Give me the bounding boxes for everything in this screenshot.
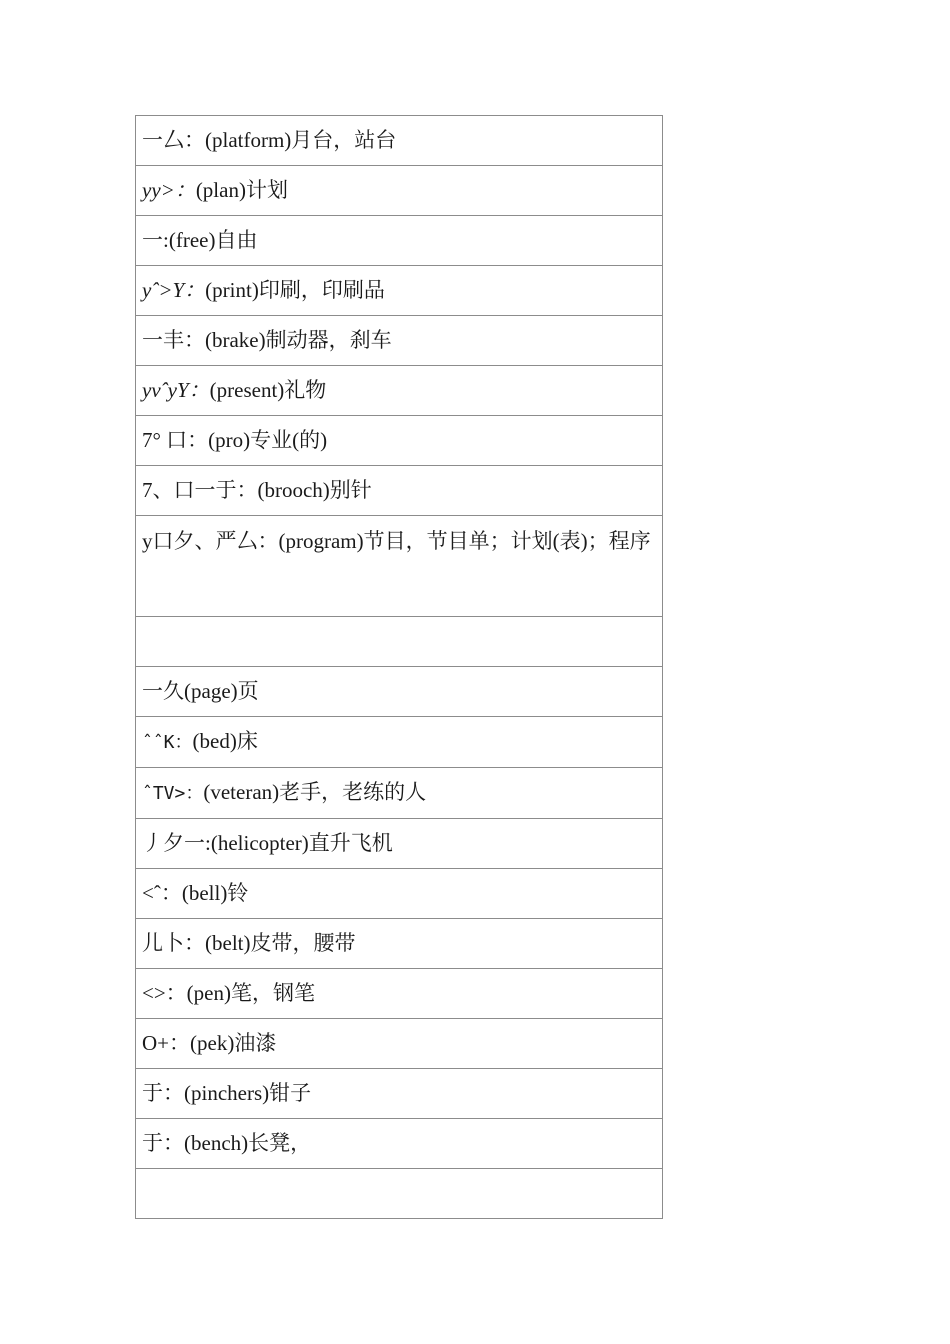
table-row: [136, 166, 663, 216]
vocab-entry: 一:(free)自由: [136, 216, 663, 266]
vocab-entry: O+：(pek)油漆: [136, 1019, 663, 1069]
entry-prefix: yˆ>Y：: [142, 278, 206, 302]
vocab-entry: yy>：(plan)计划: [136, 166, 663, 216]
table-row: [136, 266, 663, 316]
vocab-entry: 丿夕一:(helicopter)直升飞机: [136, 819, 663, 869]
vocab-entry: 于：(bench)长凳，: [136, 1119, 663, 1169]
table-row: [136, 516, 663, 617]
vocab-entry: 一丰：(brake)制动器，刹车: [136, 316, 663, 366]
table-row: [136, 466, 663, 516]
vocab-entry: 一久(page)页: [136, 667, 663, 717]
empty-cell: [136, 1169, 663, 1219]
table-row: [136, 416, 663, 466]
vocab-entry: y口夕、严厶：(program)节目，节目单；计划(表)；程序: [136, 516, 663, 617]
entry-prefix: yy>：: [142, 178, 196, 202]
table-row: [136, 969, 663, 1019]
empty-cell: [136, 617, 663, 667]
vocab-entry: 儿卜：(belt)皮带，腰带: [136, 919, 663, 969]
table-row: [136, 316, 663, 366]
entry-prefix: <ˆ：: [142, 881, 182, 905]
table-row: [136, 1069, 663, 1119]
table-row: [136, 216, 663, 266]
table-row: [136, 717, 663, 768]
vocab-entry: 一厶：(platform)月台，站台: [136, 116, 663, 166]
table-row: [136, 869, 663, 919]
table-row: [136, 667, 663, 717]
entry-prefix: yvˆyY：: [142, 378, 210, 402]
table-row: [136, 1019, 663, 1069]
vocab-entry: 7、口一于：(brooch)别针: [136, 466, 663, 516]
table-row: [136, 919, 663, 969]
vocab-entry: 于：(pinchers)钳子: [136, 1069, 663, 1119]
vocab-entry: <ˆ：(bell)铃: [136, 869, 663, 919]
vocab-entry: <>：(pen)笔，钢笔: [136, 969, 663, 1019]
table-row: [136, 116, 663, 166]
vocab-entry: yˆ>Y：(print)印刷，印刷品: [136, 266, 663, 316]
entry-prefix: ˆˆK：: [142, 732, 193, 753]
table-row: [136, 768, 663, 819]
vocab-entry: ˆTV>：(veteran)老手，老练的人: [136, 768, 663, 819]
entry-prefix: ˆTV>：: [142, 783, 204, 804]
table-row: [136, 366, 663, 416]
vocab-entry: ˆˆK：(bed)床: [136, 717, 663, 768]
table-row: [136, 819, 663, 869]
vocab-entry: 7° 口：(pro)专业(的): [136, 416, 663, 466]
table-row: [136, 617, 663, 667]
vocabulary-table: [135, 115, 663, 1219]
vocab-entry: yvˆyY：(present)礼物: [136, 366, 663, 416]
table-row: [136, 1169, 663, 1219]
table-row: [136, 1119, 663, 1169]
